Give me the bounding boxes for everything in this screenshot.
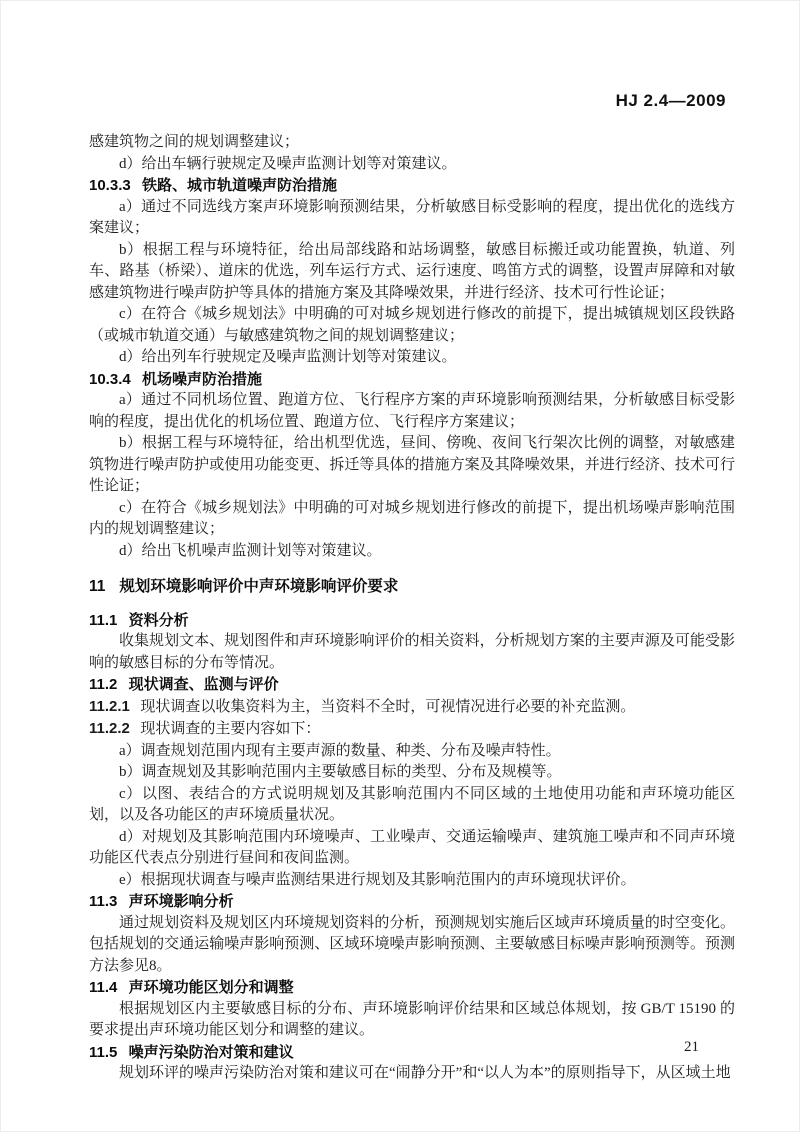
paragraph-text: a）通过不同机场位置、跑道方位、飞行程序方案的声环境影响预测结果，分析敏感目标受影响的程度，提出优化的机场位置、跑道方位、飞行程序方案建议； xyxy=(89,392,735,430)
paragraph-text: d）对规划及其影响范围内环境噪声、工业噪声、交通运输噪声、建筑施工噪声和不同声环境功能区代表点分别进行昼间和夜间监测。 xyxy=(89,828,735,866)
paragraph-text: b）调查规划及其影响范围内主要敏感目标的类型、分布及规模等。 xyxy=(119,764,562,780)
clause-number: 11.2 xyxy=(89,676,118,693)
paragraph xyxy=(89,999,735,1042)
clause-number: 11 xyxy=(89,578,106,595)
paragraph-text: b）根据工程与环境特征，给出局部线路和站场调整，敏感目标搬迁或功能置换，轨道、列车、路基（桥梁）、道床的优选，列车运行方式、运行速度、鸣笛方式的调整，设置声屏障和对敏感建筑物进行噪声防护等具体的措施方案及其降噪效果，并进行经济、技术可行性论证； xyxy=(89,241,735,301)
heading-title: 资料分析 xyxy=(128,611,189,629)
paragraph-text: 根据规划区内主要敏感目标的分布、声环境影响评价结果和区域总体规划，按 GB/T 15190 的要求提出声环境功能区划分和调整的建议。 xyxy=(89,1000,735,1038)
clause-number: 11.1 xyxy=(89,611,118,629)
clause-number: 11.5 xyxy=(89,1043,118,1061)
paragraph-text: a）通过不同选线方案声环境影响预测结果，分析敏感目标受影响的程度，提出优化的选线方案建议； xyxy=(89,198,735,236)
paragraph-text: b）根据工程与环境特征，给出机型优选，昼间、傍晚、夜间飞行架次比例的调整，对敏感建筑物进行噪声防护或使用功能变更、拆迁等具体的措施方案及其降噪效果，并进行经济、技术可行性论证； xyxy=(89,435,735,494)
clause-number: 10.3.4 xyxy=(89,370,131,388)
heading-title: 机场噪声防治措施 xyxy=(141,370,262,388)
paragraph xyxy=(89,784,735,827)
heading-title: 噪声污染防治对策和建议 xyxy=(128,1043,294,1061)
clause-number: 11.2.1 xyxy=(89,697,130,715)
paragraph-text: a）调查规划范围内现有主要声源的数量、种类、分布及噪声特性。 xyxy=(119,742,561,759)
paragraph-text: 现状调查的主要内容如下： xyxy=(140,721,321,737)
section-heading xyxy=(89,674,735,696)
heading-title: 规划环境影响评价中声环境影响评价要求 xyxy=(119,578,399,595)
continuation-paragraph xyxy=(89,132,735,154)
paragraph xyxy=(89,1063,735,1085)
paragraph xyxy=(89,827,735,870)
paragraph xyxy=(89,870,735,892)
section-heading xyxy=(89,891,735,913)
paragraph-text: d）给出车辆行驶规定及噪声监测计划等对策建议。 xyxy=(119,155,457,172)
paragraph xyxy=(89,762,735,784)
paragraph-text: d）给出列车行驶规定及噪声监测计划等对策建议。 xyxy=(119,349,457,365)
paragraph-text: e）根据现状调查与噪声监测结果进行规划及其影响范围内的声环境现状评价。 xyxy=(119,871,636,888)
paragraph-text: 收集规划文本、规划图件和声环境影响评价的相关资料，分析规划方案的主要声源及可能受影响的敏感目标的分布等情况。 xyxy=(89,633,735,671)
paragraph xyxy=(89,433,735,498)
paragraph xyxy=(89,347,735,369)
paragraph-text: d）给出飞机噪声监测计划等对策建议。 xyxy=(119,542,382,559)
paragraph xyxy=(89,240,735,305)
section-heading xyxy=(89,1042,735,1064)
chapter-heading xyxy=(89,576,735,598)
paragraph xyxy=(89,197,735,240)
paragraph xyxy=(89,390,735,433)
heading-title: 现状调查、监测与评价 xyxy=(128,676,279,693)
paragraph xyxy=(89,913,735,978)
heading-title: 声环境影响分析 xyxy=(128,893,234,910)
paragraph-text: 通过规划资料及规划区内环境规划资料的分析，预测规划实施后区域声环境质量的时空变化。包括规划的交通运输噪声影响预测、区域环境噪声影响预测、主要敏感目标噪声影响预测等。预测方法参见8。 xyxy=(89,914,735,974)
paragraph xyxy=(89,631,735,674)
paragraph xyxy=(89,498,735,541)
section-heading xyxy=(89,369,735,391)
paragraph-text: c）以图、表结合的方式说明规划及其影响范围内不同区域的土地使用功能和声环境功能区划，以及各功能区的声环境质量状况。 xyxy=(89,785,735,823)
paragraph-text: 现状调查以收集资料为主，当资料不全时，可视情况进行必要的补充监测。 xyxy=(140,698,636,715)
paragraph xyxy=(89,304,735,347)
clause-paragraph xyxy=(89,696,735,719)
standard-number-header: HJ 2.4—2009 xyxy=(615,91,726,110)
page-number: 21 xyxy=(684,1039,699,1055)
paragraph-text: c）在符合《城乡规划法》中明确的可对城乡规划进行修改的前提下，提出机场噪声影响范围内的规划调整建议； xyxy=(89,499,735,537)
paragraph-text: 感建筑物之间的规划调整建议； xyxy=(89,134,300,150)
paragraph xyxy=(89,741,735,763)
document-body xyxy=(89,132,735,1085)
clause-number: 11.3 xyxy=(89,893,118,910)
heading-title: 声环境功能区划分和调整 xyxy=(128,979,294,996)
paragraph xyxy=(89,154,735,176)
section-heading xyxy=(89,977,735,999)
section-heading xyxy=(89,610,735,632)
clause-number: 11.4 xyxy=(89,979,118,996)
heading-title: 铁路、城市轨道噪声防治措施 xyxy=(141,177,337,194)
section-heading xyxy=(89,175,735,197)
paragraph-text: c）在符合《城乡规划法》中明确的可对城乡规划进行修改的前提下，提出城镇规划区段铁路（或城市轨道交通）与敏感建筑物之间的规划调整建议； xyxy=(89,306,735,344)
paragraph xyxy=(89,541,735,563)
clause-paragraph xyxy=(89,718,735,741)
clause-number: 11.2.2 xyxy=(89,720,130,737)
paragraph-text: 规划环评的噪声污染防治对策和建议可在“闹静分开”和“以人为本”的原则指导下，从区域土地 xyxy=(119,1065,731,1081)
clause-number: 10.3.3 xyxy=(89,177,131,194)
